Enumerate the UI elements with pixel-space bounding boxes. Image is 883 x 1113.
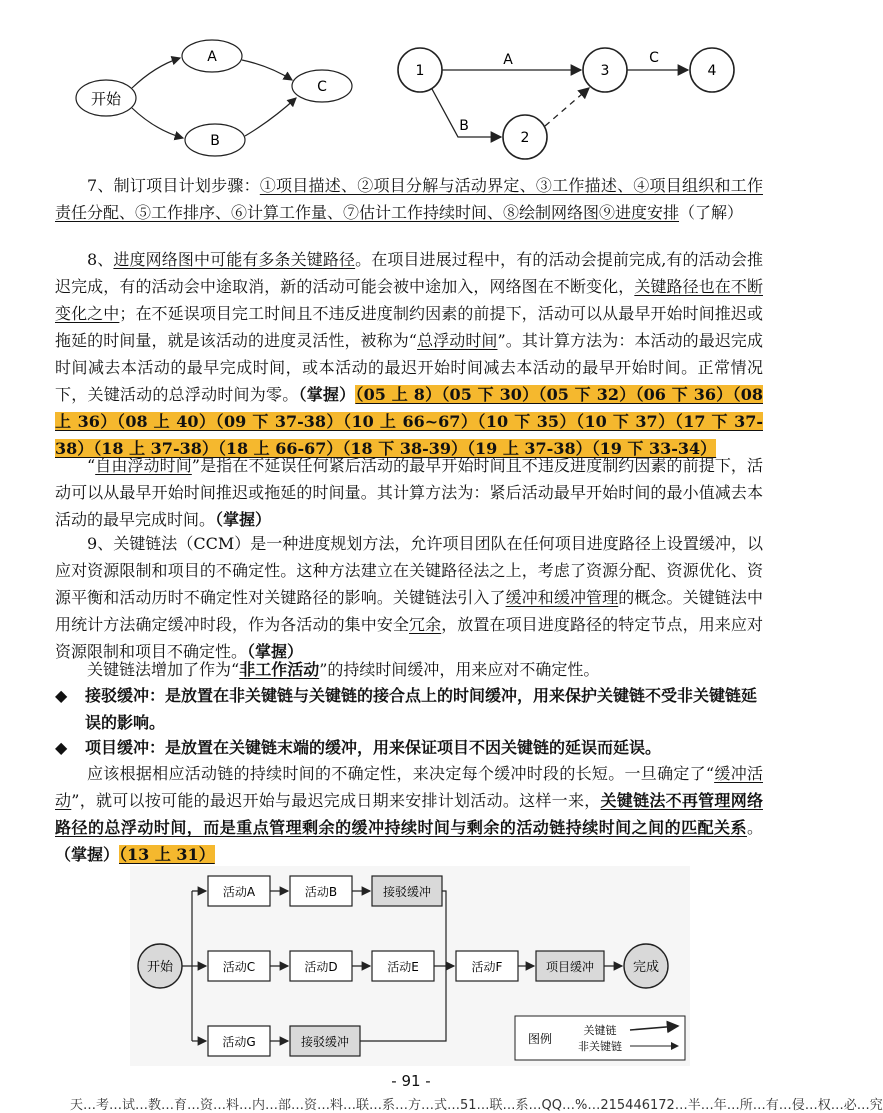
p8-text2: ；在不延误项目完工时间且不违反进度制约因素的前提下，活动可以从最早开始时间推迟或拖延的时间量，就是该活动的进度灵活性，被称为“: [55, 304, 763, 350]
ccm-activity-g-label: 活动G: [222, 1035, 256, 1049]
p7-steps: ①项目描述、②项目分解与活动界定、③工作描述、④项目组织和工作责任分配、⑤工作排序、⑥计算工作量、⑦估计工作持续时间、⑧绘制网络图⑨进度安排: [55, 176, 763, 222]
p8-total-float: 总浮动时间: [417, 331, 498, 350]
pfree-text: ”是指在不延误任何紧后活动的最早开始时间且不违反进度制约因素的前提下，活动可以从最早开始时间推迟或拖延的时间量。其计算方法为：紧后活动最早开始时间的最小值减去本活动的最早完成时间。: [55, 456, 763, 529]
ccm-feeding-buffer-1-label: 接驳缓冲: [382, 885, 432, 899]
node-b-label: B: [210, 133, 220, 149]
diagram-left: [60, 28, 370, 160]
p10-text2: ”的持续时间缓冲，用来应对不确定性。: [319, 660, 600, 679]
p9-text3: ，放置在项目进度路径的特定节点，用来应对资源限制和项目不确定性。: [55, 615, 763, 661]
node-c-label: C: [317, 79, 327, 95]
p8-paths-change: 关键路径也在不断变化之中: [55, 277, 763, 323]
p8-critical-paths: 进度网络图中可能有多条关键路径: [113, 250, 356, 269]
edge-2-3-dummy: [545, 88, 589, 126]
p9-mastery: （掌握）: [247, 642, 304, 661]
ccm-activity-f-label: 活动F: [471, 960, 503, 974]
ccm-legend-critical: 关键链: [583, 1024, 617, 1037]
p11-text1: 应该根据相应活动链的持续时间的不确定性，来决定每个缓冲时段的长短。一旦确定了“: [87, 764, 715, 783]
bullet-project-text: 项目缓冲：是放置在关键链末端的缓冲，用来保证项目不因关键链的延误而延误。: [85, 738, 662, 757]
p8-mastery: （掌握）: [298, 385, 356, 404]
bullet-feeding-text: 接驳缓冲：是放置在非关键链与关键链的接合点上的时间缓冲，用来保护关键链不受非关键链延误的影响。: [85, 686, 758, 732]
p8-prefix: 8、: [87, 250, 114, 269]
node-2-label: 2: [520, 130, 530, 146]
ccm-start-label: 开始: [146, 960, 174, 975]
node-4-label: 4: [707, 63, 717, 79]
bullet-feeding-buffer: [55, 682, 763, 736]
p8-text3: ”。其计算方法为：本活动的最迟完成时间减去本活动的最早完成时间，或本活动的最迟开始时间减去本活动的最早开始时间。正常情况下，关键活动的总浮动时间为零。: [55, 331, 763, 404]
ccm-diagram: [130, 866, 690, 1066]
pfree-quote: “: [87, 456, 96, 475]
p11-buffer-activity: 缓冲活动: [55, 764, 763, 810]
p11-text2: ”，就可以按可能的最迟开始与最迟完成日期来安排计划活动。这样一来，: [71, 791, 601, 810]
p7-prefix: 7、制订项目计划步骤：: [87, 176, 260, 195]
edge-3-4-label: C: [649, 50, 659, 66]
p11-exam-ref: （13 上 31）: [119, 845, 215, 864]
p8-exam-refs: （05 上 8）（05 下 30）（05 下 32）（06 下 36）（08 上 36）（08 上 40）（09 下 37-38）（10 上 66~67）（10 下 35）（10 下 37）（17 下 37-38）（18 上 37-38）（18 上 66-67）（18 下 38-39）（19 上 37-38）（19 下 33-34）: [55, 385, 763, 458]
ccm-activity-e-label: 活动E: [387, 960, 419, 974]
ccm-project-buffer-label: 项目缓冲: [545, 960, 595, 974]
bullet-project-buffer: [55, 734, 763, 761]
edge-1-3-label: A: [503, 52, 513, 68]
footer-cut-text: 天…考…试…教…育…资…料…内…部…资…料…联…系…方…式…51…联…系…QQ…%…215446172…半…年…所…有…侵…权…必…究: [70, 1098, 883, 1113]
edge-start-b: [132, 108, 183, 138]
ccm-activity-a-label: 活动A: [222, 885, 256, 899]
paragraph-9: [55, 530, 763, 665]
ccm-done-label: 完成: [632, 960, 660, 975]
pfree-free-float: 自由浮动时间: [95, 456, 192, 475]
diagram-right: [392, 40, 762, 165]
paragraph-7: [55, 172, 763, 226]
edge-1-2-label: B: [459, 118, 469, 134]
p9-redundancy: 冗余: [409, 615, 442, 634]
paragraph-11: [55, 760, 763, 868]
p9-text1: 9、关键链法（CCM）是一种进度规划方法，允许项目团队在任何项目进度路径上设置缓冲，以应对资源限制和项目的不确定性。这种方法建立在关键路径法之上，考虑了资源分配、资源优化、资源平衡和活动历时不确定性对关键路径的影响。关键链法引入了: [55, 534, 763, 607]
p8-text1: 。在项目进展过程中，有的活动会提前完成,有的活动会推迟完成，有的活动会中途取消，新的活动可能会被中途加入，网络图在不断变化，: [55, 250, 763, 296]
p7-suffix: （了解）: [679, 203, 744, 222]
node-3-label: 3: [600, 63, 610, 79]
ccm-feeding-buffer-2-label: 接驳缓冲: [300, 1035, 350, 1049]
ccm-legend-title: 图例: [527, 1032, 553, 1046]
ccm-activity-c-label: 活动C: [222, 960, 256, 974]
p10-text1: 关键链法增加了作为“: [87, 660, 240, 679]
diamond-icon: ◆: [55, 686, 68, 705]
edge-b-c: [245, 98, 296, 136]
p10-non-work: 非工作活动: [239, 660, 320, 679]
paragraph-8: [55, 246, 763, 462]
p11-ccm-focus: 关键链法不再管理网络路径的总浮动时间，而是重点管理剩余的缓冲持续时间与剩余的活动链持续时间之间的匹配关系: [55, 791, 763, 837]
p11-text3: 。: [746, 818, 763, 837]
edge-a-c: [242, 60, 292, 80]
node-a-label: A: [207, 49, 217, 65]
diamond-icon: ◆: [55, 738, 68, 757]
paragraph-10: [55, 656, 763, 683]
ccm-activity-d-label: 活动D: [304, 960, 338, 974]
ccm-legend-noncritical: 非关键链: [578, 1040, 622, 1053]
edge-start-a: [132, 58, 180, 88]
p9-text2: 的概念。关键链法中用统计方法确定缓冲时段，作为各活动的集中安全: [55, 588, 763, 634]
page-number: - 91 -: [391, 1072, 431, 1090]
ccm-activity-b-label: 活动B: [304, 885, 338, 899]
pfree-mastery: （掌握）: [215, 510, 272, 529]
p11-mastery: （掌握）: [55, 845, 120, 864]
node-start-label: 开始: [90, 90, 122, 108]
p9-buffer-mgmt: 缓冲和缓冲管理: [505, 588, 619, 607]
node-1-label: 1: [415, 63, 425, 79]
paragraph-free-float: [55, 452, 763, 533]
